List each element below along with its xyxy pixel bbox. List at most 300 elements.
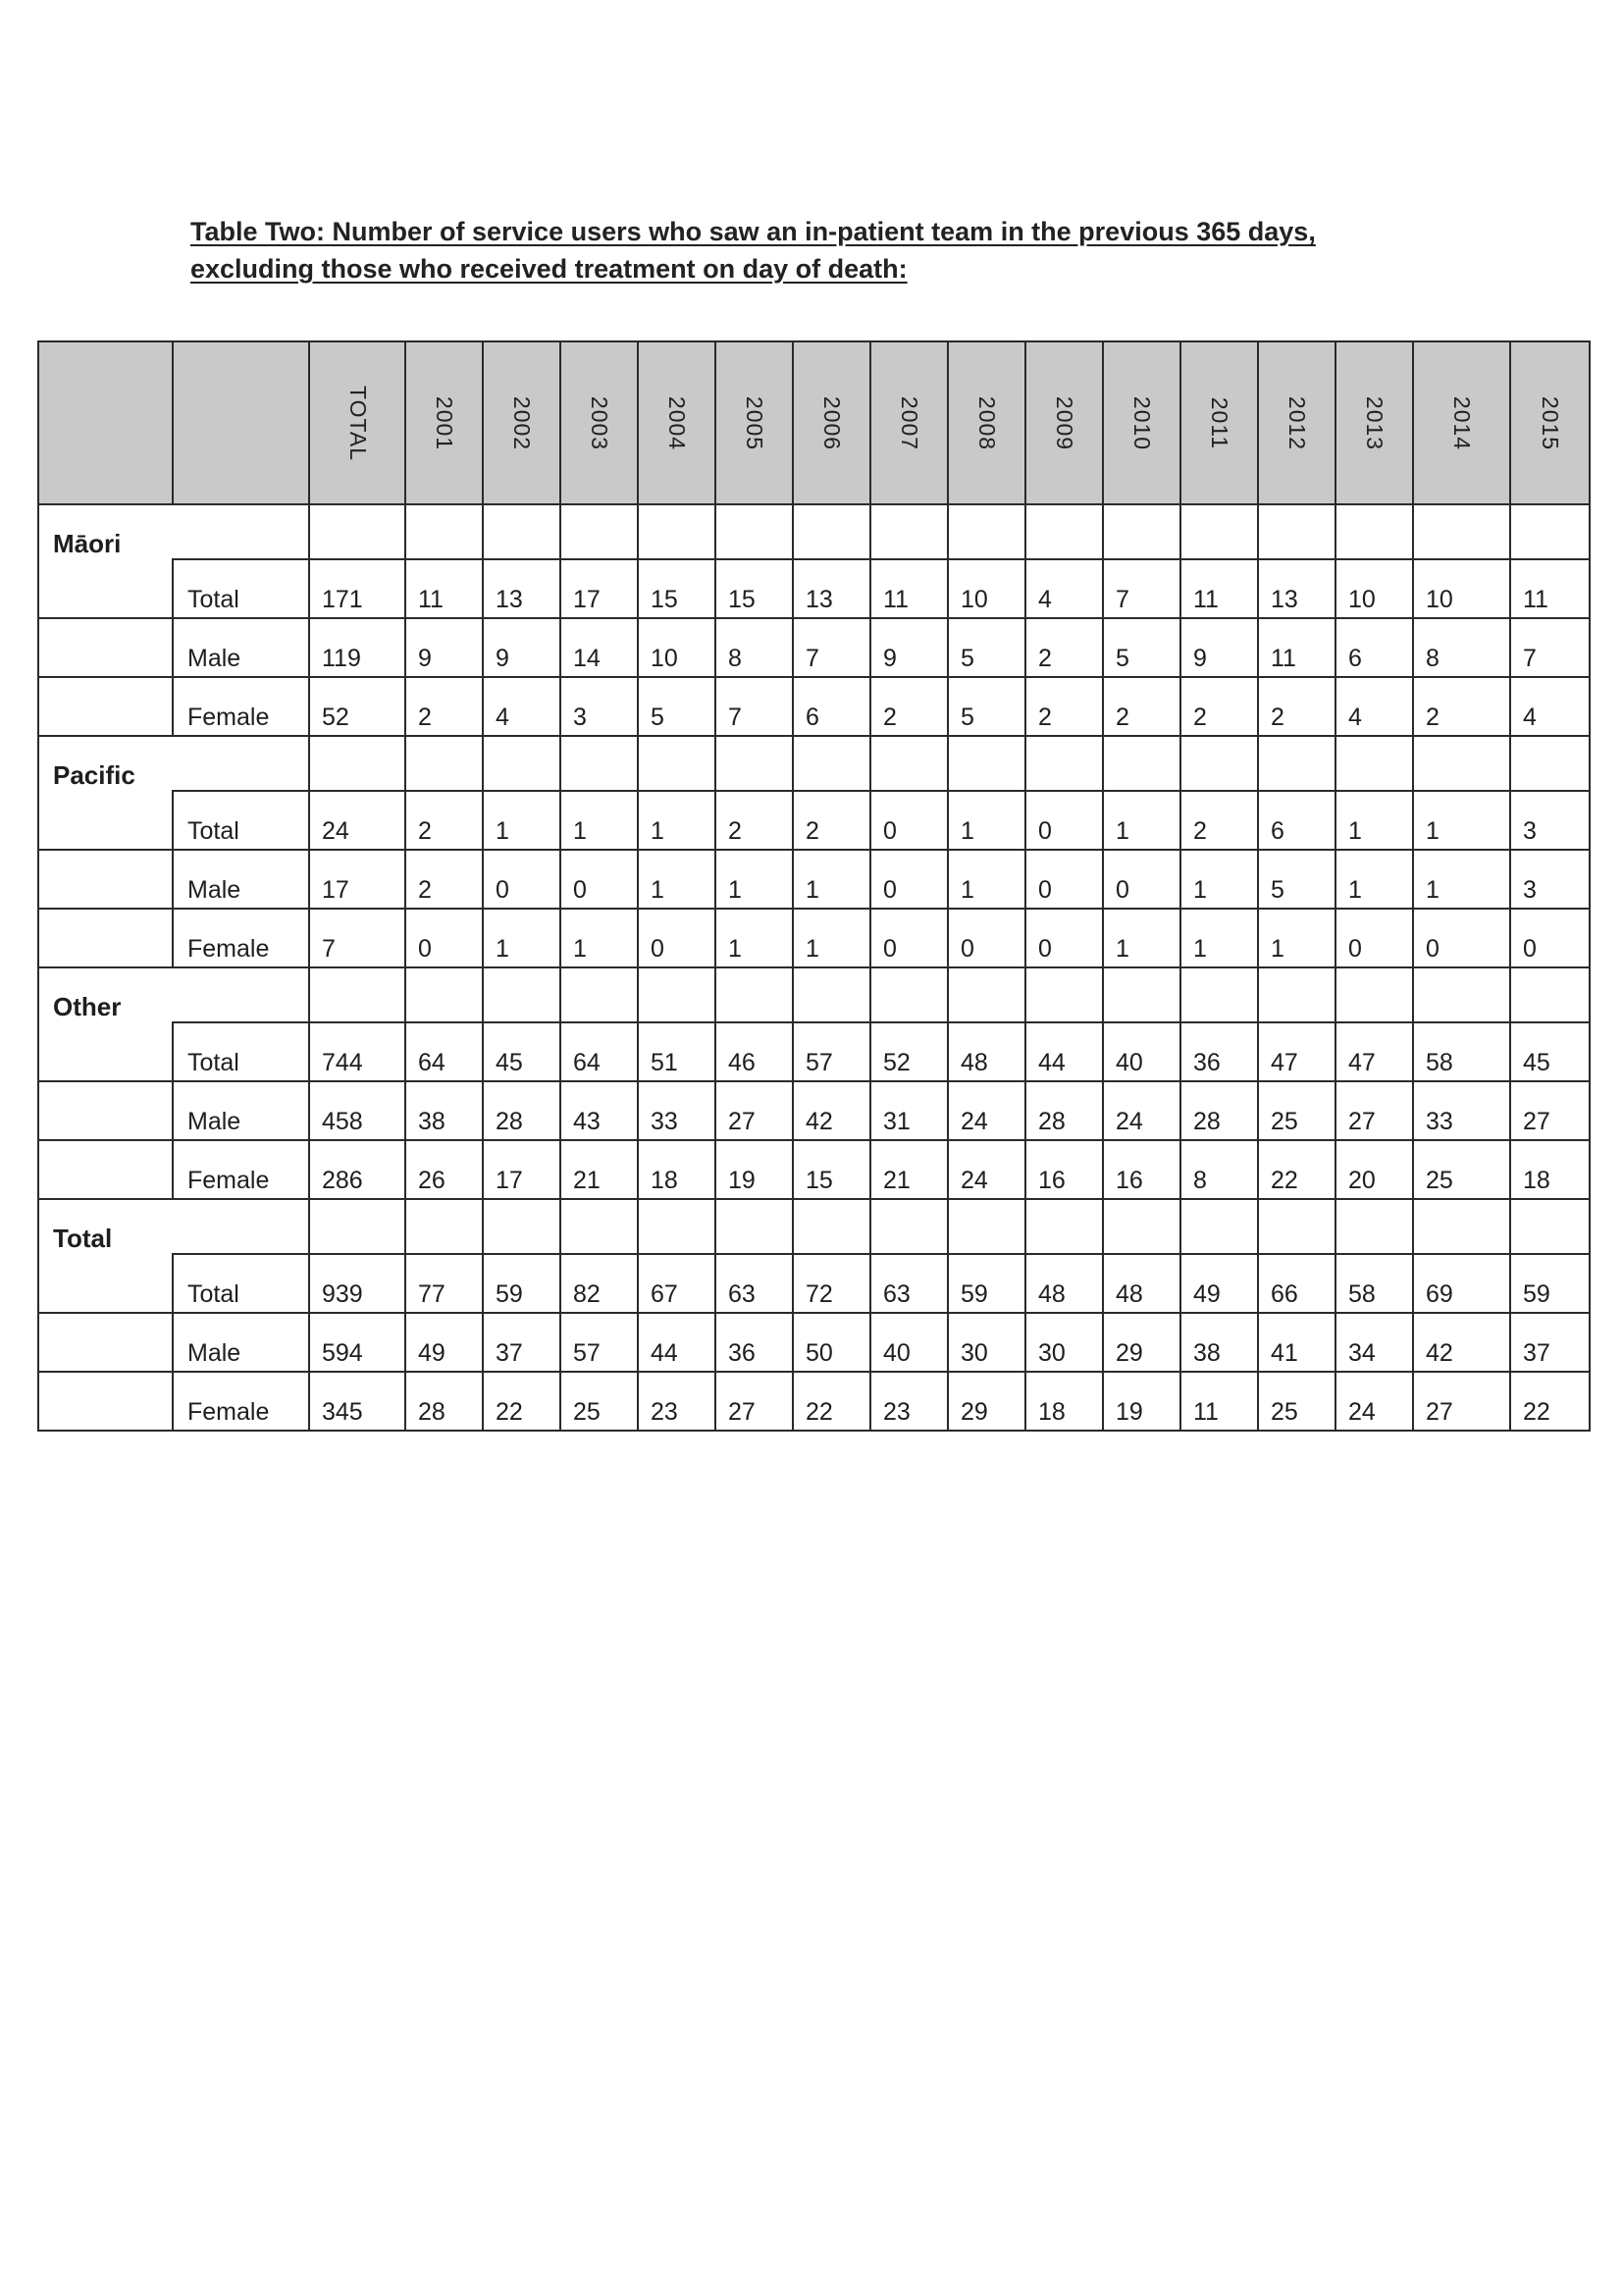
data-cell: 41 (1258, 1313, 1335, 1372)
data-cell: 52 (870, 1022, 948, 1081)
data-cell: 24 (948, 1081, 1025, 1140)
indent-cell (38, 1081, 173, 1140)
table-row (38, 1254, 1590, 1313)
blank-cell (405, 736, 483, 791)
row-label: Female (173, 909, 309, 967)
data-cell: 21 (560, 1140, 638, 1199)
data-cell: 51 (638, 1022, 715, 1081)
column-header-label: 2004 (663, 395, 690, 450)
data-cell: 59 (948, 1254, 1025, 1313)
data-cell: 345 (309, 1372, 405, 1431)
blank-cell (638, 504, 715, 559)
data-cell: 9 (483, 618, 560, 677)
blank-cell (948, 967, 1025, 1022)
blank-cell (715, 1199, 793, 1254)
column-header (1335, 341, 1413, 504)
data-cell: 2 (1258, 677, 1335, 736)
blank-cell (715, 504, 793, 559)
data-cell: 10 (638, 618, 715, 677)
row-label: Male (173, 1081, 309, 1140)
blank-cell (948, 736, 1025, 791)
data-cell: 9 (870, 618, 948, 677)
data-cell: 29 (948, 1372, 1025, 1431)
data-cell: 34 (1335, 1313, 1413, 1372)
data-cell: 19 (1103, 1372, 1180, 1431)
data-cell: 9 (405, 618, 483, 677)
indent-cell (38, 1140, 173, 1199)
data-cell: 5 (638, 677, 715, 736)
blank-cell (483, 1199, 560, 1254)
data-cell: 30 (948, 1313, 1025, 1372)
data-cell: 18 (1025, 1372, 1103, 1431)
blank-cell (483, 504, 560, 559)
data-cell: 52 (309, 677, 405, 736)
column-header (1510, 341, 1590, 504)
data-cell: 458 (309, 1081, 405, 1140)
group-name: Māori (38, 504, 173, 559)
data-cell: 33 (1413, 1081, 1510, 1140)
column-header-label: 2014 (1448, 395, 1475, 450)
data-cell: 0 (870, 909, 948, 967)
row-label: Total (173, 559, 309, 618)
blank-cell (870, 1199, 948, 1254)
data-cell: 13 (483, 559, 560, 618)
data-cell: 11 (405, 559, 483, 618)
blank-cell (309, 736, 405, 791)
data-cell: 58 (1413, 1022, 1510, 1081)
table-row (38, 618, 1590, 677)
data-cell: 0 (1025, 850, 1103, 909)
blank-cell (1025, 504, 1103, 559)
data-cell: 1 (1335, 850, 1413, 909)
data-cell: 7 (715, 677, 793, 736)
column-header (948, 341, 1025, 504)
data-cell: 11 (1510, 559, 1590, 618)
group-row (38, 736, 1590, 791)
data-cell: 0 (1510, 909, 1590, 967)
data-cell: 27 (715, 1081, 793, 1140)
data-cell: 24 (948, 1140, 1025, 1199)
data-cell: 44 (638, 1313, 715, 1372)
indent-cell (38, 559, 173, 618)
blank-cell (560, 1199, 638, 1254)
data-cell: 0 (870, 791, 948, 850)
data-cell: 1 (483, 909, 560, 967)
column-header-label: 2005 (741, 395, 767, 450)
data-cell: 8 (715, 618, 793, 677)
blank-cell (948, 504, 1025, 559)
data-cell: 27 (1335, 1081, 1413, 1140)
data-cell: 19 (715, 1140, 793, 1199)
blank-cell (405, 504, 483, 559)
data-cell: 48 (1103, 1254, 1180, 1313)
data-cell: 50 (793, 1313, 870, 1372)
data-cell: 24 (1103, 1081, 1180, 1140)
data-cell: 2 (1413, 677, 1510, 736)
data-cell: 17 (309, 850, 405, 909)
blank-cell (1025, 736, 1103, 791)
data-cell: 59 (483, 1254, 560, 1313)
column-header-label: 2006 (818, 395, 845, 450)
blank-cell (1258, 967, 1335, 1022)
data-cell: 8 (1413, 618, 1510, 677)
blank-cell (948, 1199, 1025, 1254)
blank-cell (1180, 736, 1258, 791)
data-cell: 0 (560, 850, 638, 909)
data-cell: 77 (405, 1254, 483, 1313)
data-cell: 4 (1335, 677, 1413, 736)
data-cell: 2 (870, 677, 948, 736)
data-cell: 15 (793, 1140, 870, 1199)
data-cell: 26 (405, 1140, 483, 1199)
data-cell: 27 (715, 1372, 793, 1431)
data-cell: 11 (870, 559, 948, 618)
blank-cell (638, 967, 715, 1022)
data-cell: 11 (1258, 618, 1335, 677)
blank-cell (405, 967, 483, 1022)
data-cell: 7 (793, 618, 870, 677)
data-cell: 22 (1258, 1140, 1335, 1199)
data-cell: 0 (483, 850, 560, 909)
blank-cell (793, 1199, 870, 1254)
blank-cell (1413, 1199, 1510, 1254)
data-cell: 47 (1335, 1022, 1413, 1081)
data-cell: 0 (405, 909, 483, 967)
data-cell: 4 (1025, 559, 1103, 618)
row-label: Male (173, 618, 309, 677)
table-row (38, 1022, 1590, 1081)
column-header (1103, 341, 1180, 504)
data-cell: 25 (1258, 1372, 1335, 1431)
data-cell: 63 (715, 1254, 793, 1313)
data-cell: 3 (560, 677, 638, 736)
column-header-label: 2012 (1283, 395, 1310, 450)
table-row (38, 791, 1590, 850)
row-label: Female (173, 1140, 309, 1199)
column-header-label: 2013 (1361, 395, 1387, 450)
data-cell: 2 (405, 791, 483, 850)
data-cell: 72 (793, 1254, 870, 1313)
column-header (715, 341, 793, 504)
table-row (38, 677, 1590, 736)
data-cell: 3 (1510, 850, 1590, 909)
data-cell: 1 (1180, 850, 1258, 909)
data-cell: 57 (793, 1022, 870, 1081)
blank-cell (1335, 967, 1413, 1022)
data-cell: 45 (1510, 1022, 1590, 1081)
blank-cell (309, 1199, 405, 1254)
data-cell: 49 (1180, 1254, 1258, 1313)
column-header (309, 341, 405, 504)
blank-cell (1510, 736, 1590, 791)
header-blank-cell (173, 341, 309, 504)
data-cell: 2 (405, 677, 483, 736)
column-header (483, 341, 560, 504)
data-cell: 5 (948, 618, 1025, 677)
data-cell: 43 (560, 1081, 638, 1140)
row-label: Total (173, 1254, 309, 1313)
data-cell: 38 (1180, 1313, 1258, 1372)
data-cell: 44 (1025, 1022, 1103, 1081)
blank-cell (560, 504, 638, 559)
data-cell: 7 (1103, 559, 1180, 618)
data-cell: 1 (793, 850, 870, 909)
data-cell: 3 (1510, 791, 1590, 850)
data-cell: 22 (793, 1372, 870, 1431)
data-cell: 1 (1258, 909, 1335, 967)
column-header-label: 2015 (1537, 395, 1563, 450)
table-row (38, 1140, 1590, 1199)
data-cell: 31 (870, 1081, 948, 1140)
blank-cell (715, 967, 793, 1022)
data-cell: 1 (715, 850, 793, 909)
data-cell: 2 (405, 850, 483, 909)
blank-cell (173, 967, 309, 1022)
data-cell: 48 (948, 1022, 1025, 1081)
blank-cell (560, 967, 638, 1022)
row-label: Male (173, 850, 309, 909)
data-cell: 36 (715, 1313, 793, 1372)
data-cell: 58 (1335, 1254, 1413, 1313)
data-cell: 1 (793, 909, 870, 967)
blank-cell (1335, 1199, 1413, 1254)
table-row (38, 909, 1590, 967)
column-header-label: 2009 (1051, 395, 1077, 450)
data-cell: 59 (1510, 1254, 1590, 1313)
data-cell: 0 (1413, 909, 1510, 967)
data-cell: 2 (1180, 791, 1258, 850)
column-header-label: 2008 (973, 395, 1000, 450)
header-blank-cell (38, 341, 173, 504)
data-cell: 37 (1510, 1313, 1590, 1372)
data-cell: 6 (1258, 791, 1335, 850)
table-row (38, 1372, 1590, 1431)
blank-cell (1258, 1199, 1335, 1254)
data-cell: 47 (1258, 1022, 1335, 1081)
column-header-label: 2011 (1207, 396, 1232, 449)
blank-cell (1335, 736, 1413, 791)
data-cell: 7 (309, 909, 405, 967)
column-header (1258, 341, 1335, 504)
data-cell: 6 (793, 677, 870, 736)
data-cell: 64 (560, 1022, 638, 1081)
data-cell: 67 (638, 1254, 715, 1313)
column-header (638, 341, 715, 504)
blank-cell (638, 1199, 715, 1254)
data-cell: 11 (1180, 559, 1258, 618)
data-cell: 286 (309, 1140, 405, 1199)
data-cell: 22 (483, 1372, 560, 1431)
data-table (37, 340, 1591, 1432)
data-cell: 64 (405, 1022, 483, 1081)
data-cell: 2 (715, 791, 793, 850)
group-row (38, 1199, 1590, 1254)
indent-cell (38, 1254, 173, 1313)
data-cell: 1 (638, 791, 715, 850)
data-cell: 4 (483, 677, 560, 736)
data-cell: 33 (638, 1081, 715, 1140)
data-cell: 20 (1335, 1140, 1413, 1199)
blank-cell (173, 1199, 309, 1254)
group-name: Other (38, 967, 173, 1022)
data-cell: 1 (948, 791, 1025, 850)
data-cell: 36 (1180, 1022, 1258, 1081)
data-cell: 171 (309, 559, 405, 618)
data-cell: 6 (1335, 618, 1413, 677)
column-header-label: TOTAL (344, 385, 371, 461)
data-cell: 13 (793, 559, 870, 618)
data-cell: 27 (1413, 1372, 1510, 1431)
data-cell: 1 (560, 909, 638, 967)
blank-cell (1510, 1199, 1590, 1254)
blank-cell (870, 736, 948, 791)
data-cell: 2 (793, 791, 870, 850)
data-cell: 4 (1510, 677, 1590, 736)
data-cell: 22 (1510, 1372, 1590, 1431)
group-name: Total (38, 1199, 173, 1254)
column-header (1413, 341, 1510, 504)
data-cell: 5 (1258, 850, 1335, 909)
data-cell: 2 (1025, 677, 1103, 736)
blank-cell (638, 736, 715, 791)
data-cell: 2 (1180, 677, 1258, 736)
data-cell: 939 (309, 1254, 405, 1313)
data-cell: 28 (483, 1081, 560, 1140)
blank-cell (309, 504, 405, 559)
table-title: Table Two: Number of service users who saw an in-patient team in the previous 365 days, excluding those who received treatment on day of death: (190, 217, 1316, 284)
data-cell: 40 (1103, 1022, 1180, 1081)
data-cell: 1 (483, 791, 560, 850)
data-cell: 9 (1180, 618, 1258, 677)
table-row (38, 1081, 1590, 1140)
data-cell: 1 (715, 909, 793, 967)
column-header (793, 341, 870, 504)
data-cell: 23 (870, 1372, 948, 1431)
data-cell: 82 (560, 1254, 638, 1313)
data-cell: 25 (560, 1372, 638, 1431)
data-cell: 1 (1103, 791, 1180, 850)
data-cell: 25 (1413, 1140, 1510, 1199)
column-header-label: 2010 (1128, 395, 1155, 450)
data-cell: 16 (1025, 1140, 1103, 1199)
row-label: Total (173, 1022, 309, 1081)
data-cell: 10 (948, 559, 1025, 618)
data-cell: 69 (1413, 1254, 1510, 1313)
blank-cell (715, 736, 793, 791)
data-cell: 46 (715, 1022, 793, 1081)
column-header (405, 341, 483, 504)
data-cell: 1 (1335, 791, 1413, 850)
column-header-label: 2001 (431, 395, 457, 450)
data-cell: 23 (638, 1372, 715, 1431)
data-cell: 0 (1103, 850, 1180, 909)
data-cell: 15 (638, 559, 715, 618)
blank-cell (1025, 1199, 1103, 1254)
blank-cell (1258, 504, 1335, 559)
row-label: Male (173, 1313, 309, 1372)
blank-cell (1413, 504, 1510, 559)
data-cell: 7 (1510, 618, 1590, 677)
data-cell: 25 (1258, 1081, 1335, 1140)
data-cell: 29 (1103, 1313, 1180, 1372)
data-cell: 5 (1103, 618, 1180, 677)
data-cell: 10 (1335, 559, 1413, 618)
row-label: Female (173, 1372, 309, 1431)
data-cell: 0 (870, 850, 948, 909)
data-cell: 14 (560, 618, 638, 677)
blank-cell (1103, 504, 1180, 559)
data-cell: 1 (948, 850, 1025, 909)
table-row (38, 850, 1590, 909)
data-cell: 57 (560, 1313, 638, 1372)
data-cell: 11 (1180, 1372, 1258, 1431)
data-cell: 1 (560, 791, 638, 850)
data-cell: 24 (309, 791, 405, 850)
column-header (870, 341, 948, 504)
data-cell: 13 (1258, 559, 1335, 618)
column-header-label: 2003 (586, 395, 612, 450)
blank-cell (1510, 504, 1590, 559)
data-cell: 66 (1258, 1254, 1335, 1313)
data-cell: 2 (1103, 677, 1180, 736)
data-cell: 38 (405, 1081, 483, 1140)
data-cell: 42 (1413, 1313, 1510, 1372)
blank-cell (309, 967, 405, 1022)
blank-cell (1103, 1199, 1180, 1254)
header-row (38, 341, 1590, 504)
data-cell: 40 (870, 1313, 948, 1372)
data-cell: 28 (1180, 1081, 1258, 1140)
data-cell: 17 (560, 559, 638, 618)
data-cell: 1 (1180, 909, 1258, 967)
blank-cell (793, 736, 870, 791)
group-row (38, 967, 1590, 1022)
data-cell: 27 (1510, 1081, 1590, 1140)
indent-cell (38, 850, 173, 909)
blank-cell (1025, 967, 1103, 1022)
data-cell: 30 (1025, 1313, 1103, 1372)
blank-cell (483, 967, 560, 1022)
data-cell: 37 (483, 1313, 560, 1372)
data-cell: 28 (405, 1372, 483, 1431)
data-cell: 42 (793, 1081, 870, 1140)
column-header (560, 341, 638, 504)
row-label: Female (173, 677, 309, 736)
blank-cell (1180, 967, 1258, 1022)
indent-cell (38, 1313, 173, 1372)
blank-cell (1180, 1199, 1258, 1254)
indent-cell (38, 677, 173, 736)
data-cell: 8 (1180, 1140, 1258, 1199)
data-cell: 16 (1103, 1140, 1180, 1199)
data-cell: 594 (309, 1313, 405, 1372)
table-row (38, 559, 1590, 618)
blank-cell (483, 736, 560, 791)
data-cell: 63 (870, 1254, 948, 1313)
blank-cell (560, 736, 638, 791)
blank-cell (1510, 967, 1590, 1022)
table-row (38, 1313, 1590, 1372)
data-cell: 0 (1335, 909, 1413, 967)
data-cell: 45 (483, 1022, 560, 1081)
column-header (1180, 341, 1258, 504)
data-cell: 21 (870, 1140, 948, 1199)
blank-cell (1103, 736, 1180, 791)
data-cell: 49 (405, 1313, 483, 1372)
data-cell: 2 (1025, 618, 1103, 677)
blank-cell (1335, 504, 1413, 559)
data-cell: 18 (1510, 1140, 1590, 1199)
